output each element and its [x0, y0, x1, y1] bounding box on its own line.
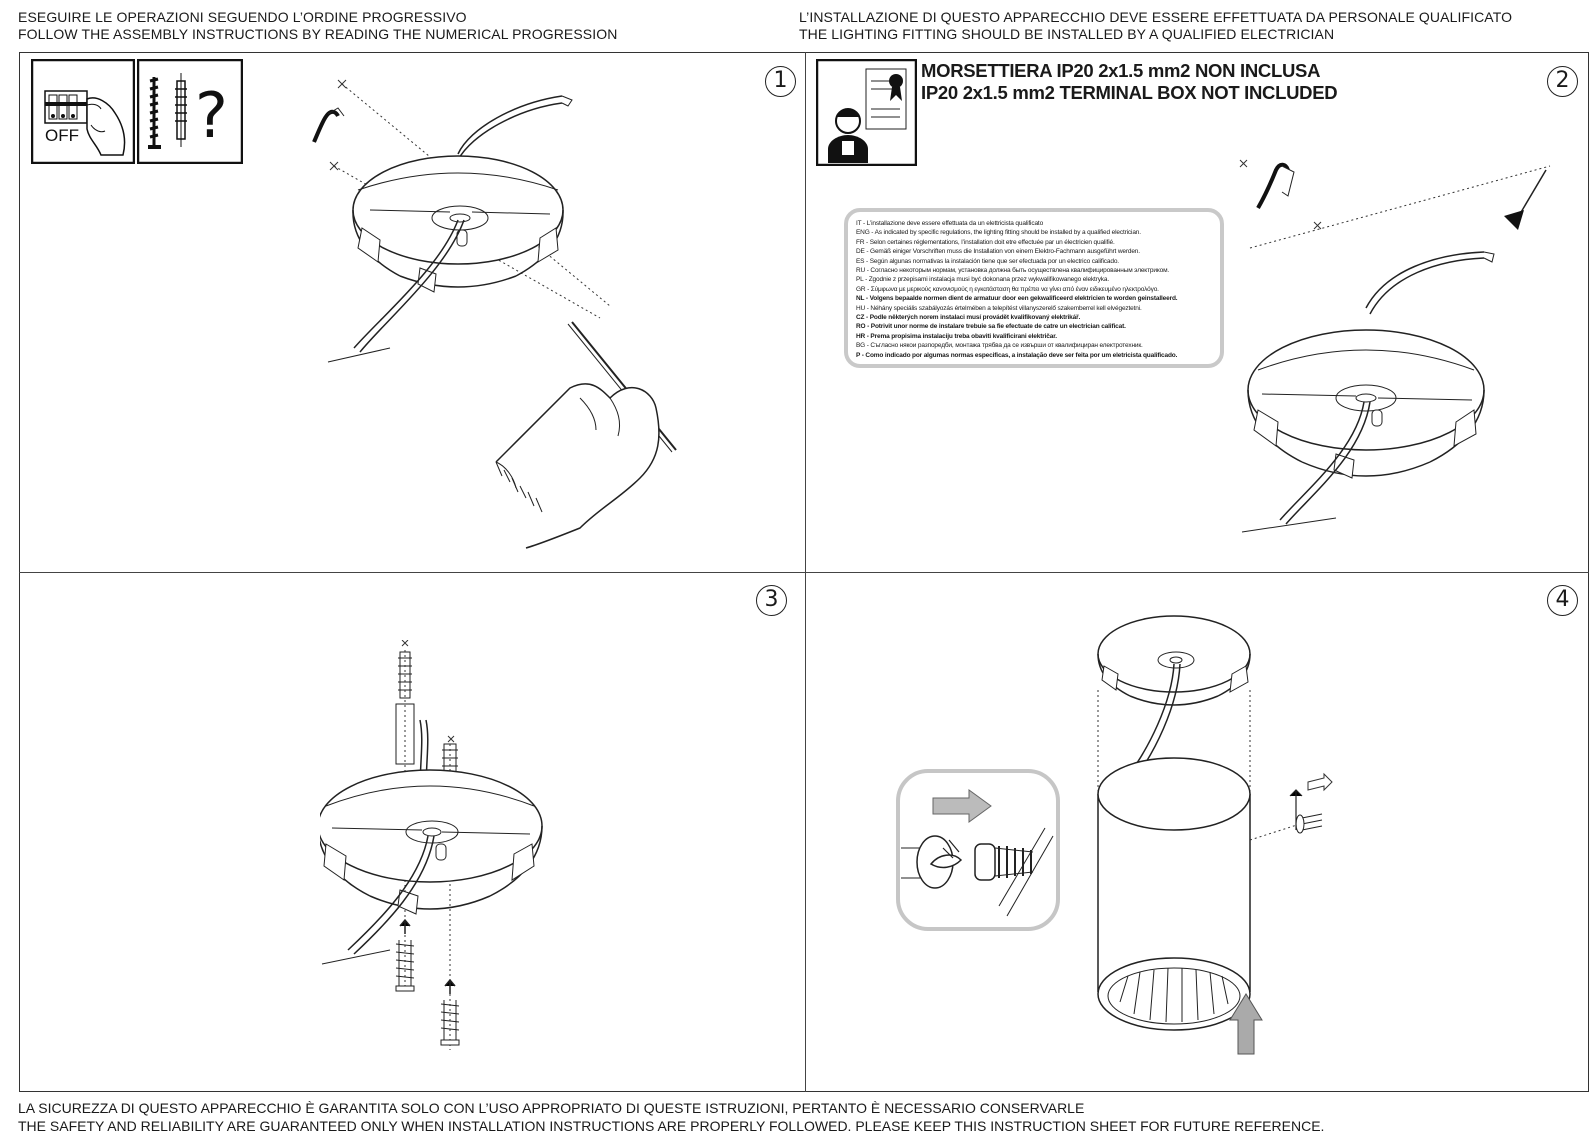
off-label: OFF	[45, 126, 79, 145]
lang-line: NL - Volgens bepaalde normen dient de armatuur door een gekwalificeerd elektricien te worden geinstalleerd.	[856, 295, 1178, 303]
lang-line: HU - Néhány speciális szabályozás értelmében a telepítést villanyszerelő szakemberrel kell elvégeztetni.	[856, 304, 1142, 312]
header-right-italian: L’INSTALLAZIONE DI QUESTO APPARECCHIO DEVE ESSERE EFFETTUATA DA PERSONALE QUALIFICATO	[799, 9, 1513, 25]
lang-line: BG - Съгласно някои разпоредби, монтажа трябва да се извърши от квалифициран електротехник.	[856, 342, 1143, 350]
lang-line: FR - Selon certaines réglementations, l’installation doit etre effectuée par un électricien qualifié.	[856, 238, 1115, 246]
notice-italian: MORSETTIERA IP20 2x1.5 mm2 NON INCLUSA	[921, 60, 1321, 81]
lang-line: P - Como indicado por algumas normas especificas, a instalação deve ser feita por um eletricista qualificado.	[856, 351, 1178, 359]
step2-terminal-connection-drawing	[1236, 150, 1556, 550]
step-number-4: 4	[1547, 585, 1578, 616]
step-number-1: 1	[765, 66, 796, 97]
step1-ceiling-plate-drawing	[300, 78, 700, 558]
footer-italian: LA SICUREZZA DI QUESTO APPARECCHIO È GARANTITA SOLO CON L’USO APPROPRIATO DI QUESTE ISTRUZIONI, PERTANTO È NECESSARIO CONSERVARLE	[18, 1100, 1085, 1116]
lang-line: CZ - Podle některých norem instalaci musí provádět kvalifikovaný elektrikář.	[856, 314, 1081, 322]
question-mark: ?	[195, 79, 228, 152]
lang-line: HR - Prema propisima instalaciju treba obaviti kvalificirani električar.	[856, 332, 1057, 340]
qualified-electrician-icon	[816, 59, 917, 166]
header-left-english: FOLLOW THE ASSEMBLY INSTRUCTIONS BY READING THE NUMERICAL PROGRESSION	[18, 26, 618, 42]
lang-line: ENG - As indicated by specific regulations, the lighting fitting should be installed by a qualified electrician.	[856, 229, 1141, 237]
lang-line: IT - L’installazione deve essere effettuata da un elettricista qualificato	[856, 220, 1044, 227]
lang-line: RU - Согласно некоторым нормам, установка должна быть осуществлена квалифицированным электриком.	[856, 267, 1170, 275]
terminal-box-notice	[921, 60, 1337, 104]
horizontal-divider	[19, 572, 1589, 573]
lang-line: ES - Según algunas normativas la instalación tiene que ser efectuada por un electrico calificado.	[856, 257, 1119, 265]
lang-line: GR - Σύμφωνα με μερικούς κανονισμούς η εγκατάσταση θα πρέπει να γίνει από έναν ειδικευμένο ηλεκτρολόγο.	[856, 285, 1159, 293]
footer-safety-note	[18, 1099, 1324, 1135]
step4-body-fixing-drawing	[1090, 610, 1350, 1060]
step3-fixing-screws-drawing	[320, 640, 600, 1070]
notice-english: IP20 2x1.5 mm2 TERMINAL BOX NOT INCLUDED	[921, 82, 1338, 103]
step-number-3: 3	[756, 585, 787, 616]
header-left	[18, 9, 617, 43]
lang-line: RO - Potrivit unor norme de instalare trebuie sa fie efectuate de catre un electrician calificat.	[856, 323, 1126, 331]
lang-line: DE - Gemäß einiger Vorschriften muss die Installation von einem Elektro-Fachmann ausgeführt werden.	[856, 248, 1140, 256]
header-right-english: THE LIGHTING FITTING SHOULD BE INSTALLED BY A QUALIFIED ELECTRICIAN	[799, 26, 1335, 42]
header-left-italian: ESEGUIRE LE OPERAZIONI SEGUENDO L’ORDINE PROGRESSIVO	[18, 9, 467, 25]
tools-icon	[137, 59, 243, 164]
power-off-icon	[31, 59, 135, 164]
header-right	[799, 9, 1512, 43]
footer-english: THE SAFETY AND RELIABILITY ARE GUARANTEED ONLY WHEN INSTALLATION INSTRUCTIONS ARE PROPERLY FOLLOWED. PLEASE KEEP THIS INSTRUCTION SHEET FOR FUTURE REFERENCE.	[18, 1118, 1325, 1134]
screw-detail-zoom	[895, 768, 1065, 934]
multilanguage-warning-box	[844, 208, 1224, 368]
lang-line: PL - Zgodnie z przepisami instalacja musi być dokonana przez wykwalifikowanego elektryka.	[856, 276, 1110, 284]
step-number-2: 2	[1547, 66, 1578, 97]
